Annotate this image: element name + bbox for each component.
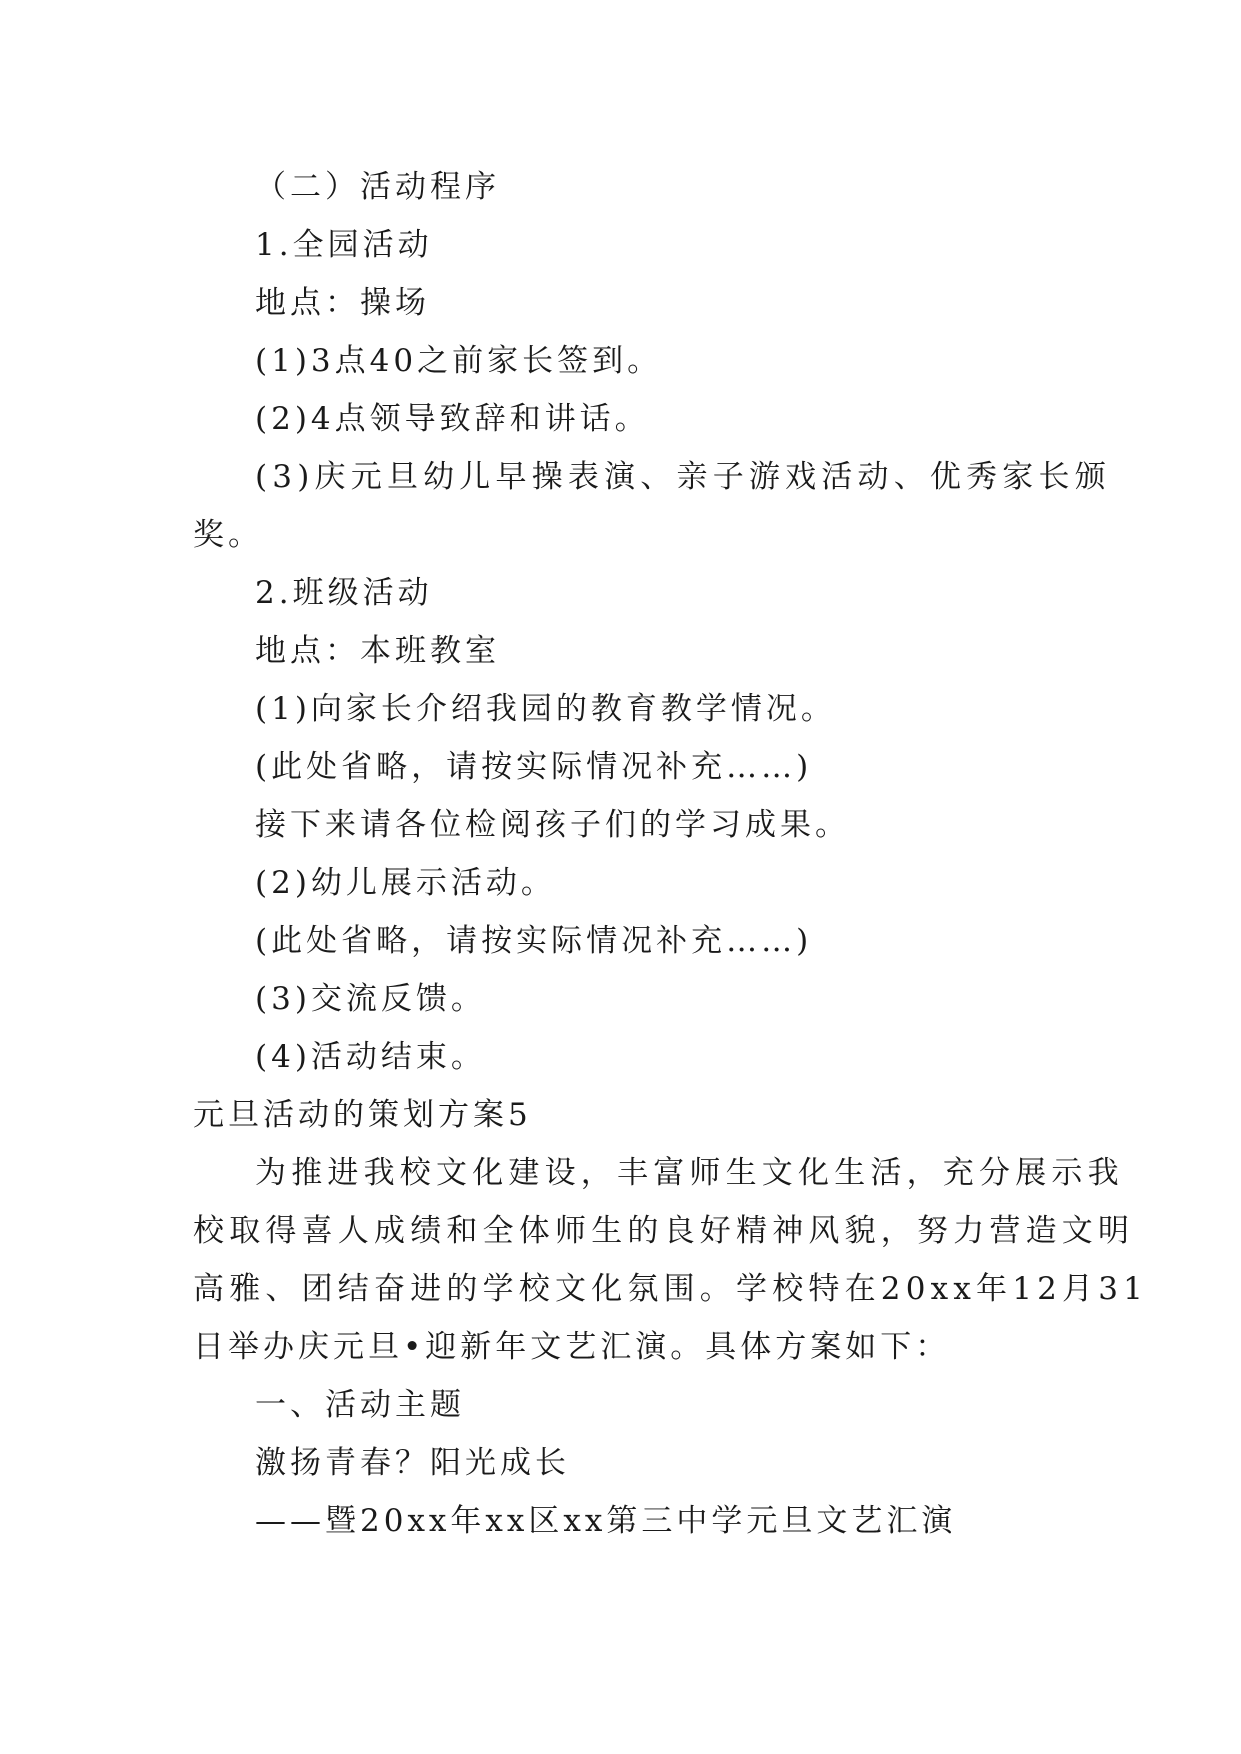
subheading-whole-kindergarten-activity: 1.全园活动 (255, 227, 433, 263)
heading-activity-theme: 一、活动主题 (255, 1387, 465, 1423)
list-item-leader-speech: (2)4点领导致辞和讲话。 (255, 401, 650, 437)
paragraph-intro-line-2: 校取得喜人成绩和全体师生的良好精神风貌，努力营造文明 (193, 1213, 1135, 1249)
paragraph-intro-line-3: 高雅、团结奋进的学校文化氛围。学校特在20xx年12月31 (193, 1271, 1149, 1307)
list-item-parent-sign-in: (1)3点40之前家长签到。 (255, 343, 663, 379)
paragraph-intro-line-1: 为推进我校文化建设，丰富师生文化生活，充分展示我 (255, 1155, 1124, 1191)
omission-note-2: (此处省略，请按实际情况补充……) (255, 923, 813, 959)
list-item-children-showcase: (2)幼儿展示活动。 (255, 865, 556, 901)
paragraph-intro-line-4: 日举办庆元旦•迎新年文艺汇演。具体方案如下： (193, 1329, 951, 1365)
section-title-plan-5: 元旦活动的策划方案5 (193, 1097, 532, 1133)
paragraph-review-results: 接下来请各位检阅孩子们的学习成果。 (255, 807, 850, 843)
location-playground: 地点：操场 (255, 285, 430, 321)
list-item-performances-line-2: 奖。 (193, 517, 263, 553)
theme-slogan: 激扬青春？阳光成长 (255, 1445, 570, 1481)
omission-note-1: (此处省略，请按实际情况补充……) (255, 749, 813, 785)
subheading-class-activity: 2.班级活动 (255, 575, 433, 611)
section-heading-activity-procedure: （二）活动程序 (255, 169, 500, 205)
list-item-feedback: (3)交流反馈。 (255, 981, 486, 1017)
list-item-performances-line-1: (3)庆元旦幼儿早操表演、亲子游戏活动、优秀家长颁 (255, 459, 1111, 495)
list-item-introduce-teaching: (1)向家长介绍我园的教育教学情况。 (255, 691, 836, 727)
list-item-activity-end: (4)活动结束。 (255, 1039, 486, 1075)
theme-subtitle: ——暨20xx年xx区xx第三中学元旦文艺汇演 (255, 1503, 957, 1539)
location-classroom: 地点：本班教室 (255, 633, 500, 669)
